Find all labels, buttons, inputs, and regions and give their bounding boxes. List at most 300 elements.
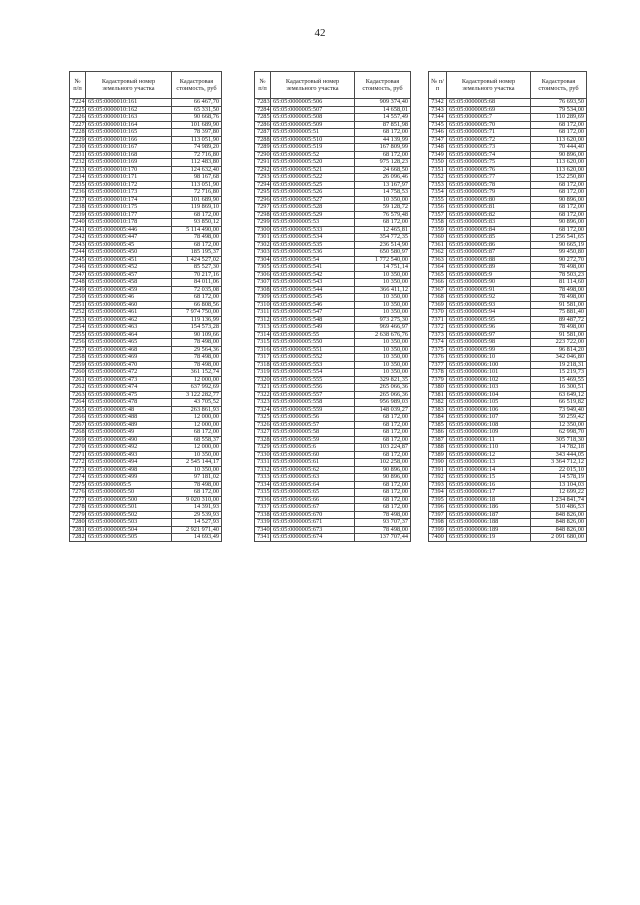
table-row: [429, 144, 587, 152]
cadastral-value: 5 114 490,00: [172, 226, 222, 234]
cadastral-table: [428, 71, 587, 542]
row-number: 7327: [255, 429, 271, 437]
cadastral-number: 65:05:0000005:82: [447, 211, 531, 219]
table-row: [255, 114, 411, 122]
table-row: [255, 376, 411, 384]
row-number: 7395: [429, 496, 447, 504]
table-row: [255, 474, 411, 482]
table-row: [70, 481, 222, 489]
cadastral-number: 65:05:0000005:533: [271, 226, 355, 234]
table-row: [429, 436, 587, 444]
row-number: 7377: [429, 361, 447, 369]
cadastral-number: 65:05:0000010:170: [86, 166, 172, 174]
table-row: [255, 181, 411, 189]
cadastral-value: 119 136,99: [172, 316, 222, 324]
cadastral-number: 65:05:0000005:74: [447, 151, 531, 159]
cadastral-number: 65:05:0000006:103: [447, 384, 531, 392]
row-number: 7317: [255, 354, 271, 362]
table-row: [70, 106, 222, 114]
cadastral-value: 1 256 541,65: [531, 234, 587, 242]
cadastral-number: 65:05:0000005:53: [271, 219, 355, 227]
table-row: [255, 196, 411, 204]
cadastral-number: 65:05:0000005:544: [271, 286, 355, 294]
page-number: 42: [314, 27, 326, 39]
row-number: 7344: [429, 114, 447, 122]
row-number: 7240: [70, 219, 86, 227]
row-number: 7304: [255, 256, 271, 264]
row-number: 7361: [429, 241, 447, 249]
table-row: [70, 159, 222, 167]
cadastral-number: 65:05:0000005:545: [271, 294, 355, 302]
cadastral-number: 65:05:0000005:65: [271, 489, 355, 497]
cadastral-value: 78 498,00: [172, 354, 222, 362]
row-number: 7316: [255, 346, 271, 354]
header-num: № п/п: [255, 72, 271, 99]
table-row: [70, 496, 222, 504]
header-cadastral-value: Кадастровая стоимость, руб: [172, 72, 222, 99]
cadastral-value: 90 896,00: [531, 196, 587, 204]
table-row: [70, 271, 222, 279]
table-row: [70, 144, 222, 152]
cadastral-value: 12 350,00: [531, 421, 587, 429]
cadastral-number: 65:05:0000005:528: [271, 204, 355, 212]
table-row: [255, 136, 411, 144]
cadastral-value: 113 051,90: [172, 181, 222, 189]
cadastral-value: 14 782,18: [531, 444, 587, 452]
row-number: 7376: [429, 354, 447, 362]
row-number: 7262: [70, 384, 86, 392]
cadastral-number: 65:05:0000005:468: [86, 346, 172, 354]
cadastral-number: 65:05:0000005:508: [271, 114, 355, 122]
row-number: 7342: [429, 99, 447, 107]
row-number: 7239: [70, 211, 86, 219]
table-row: [70, 189, 222, 197]
table-row: [70, 451, 222, 459]
cadastral-number: 65:05:0000006:110: [447, 444, 531, 452]
cadastral-number: 65:05:0000005:459: [86, 286, 172, 294]
table-row: [429, 241, 587, 249]
table-row: [255, 436, 411, 444]
cadastral-number: 65:05:0000005:670: [271, 511, 355, 519]
cadastral-value: 16 300,51: [531, 384, 587, 392]
row-number: 7370: [429, 309, 447, 317]
cadastral-number: 65:05:0000005:559: [271, 406, 355, 414]
row-number: 7375: [429, 346, 447, 354]
cadastral-number: 65:05:0000005:470: [86, 361, 172, 369]
row-number: 7284: [255, 106, 271, 114]
table-row: [70, 384, 222, 392]
cadastral-value: 848 826,00: [531, 519, 587, 527]
row-number: 7286: [255, 121, 271, 129]
cadastral-number: 65:05:0000005:90: [447, 279, 531, 287]
cadastral-value: 68 172,00: [172, 211, 222, 219]
cadastral-number: 65:05:0000005:56: [271, 414, 355, 422]
cadastral-number: 65:05:0000005:504: [86, 526, 172, 534]
table-row: [429, 339, 587, 347]
cadastral-value: 148 039,27: [355, 406, 411, 414]
table-row: [70, 331, 222, 339]
table-row: [255, 361, 411, 369]
row-number: 7325: [255, 414, 271, 422]
cadastral-value: 12 465,81: [355, 226, 411, 234]
table-row: [255, 211, 411, 219]
cadastral-value: 956 989,03: [355, 399, 411, 407]
cadastral-value: 366 411,12: [355, 286, 411, 294]
row-number: 7333: [255, 474, 271, 482]
row-number: 7256: [70, 339, 86, 347]
table-row: [255, 166, 411, 174]
row-number: 7378: [429, 369, 447, 377]
cadastral-value: 78 503,23: [531, 271, 587, 279]
cadastral-value: 75 881,40: [531, 309, 587, 317]
table-row: [255, 106, 411, 114]
cadastral-number: 65:05:0000005:542: [271, 271, 355, 279]
cadastral-number: 65:05:0000005:475: [86, 391, 172, 399]
table-row: [255, 286, 411, 294]
row-number: 7279: [70, 511, 86, 519]
cadastral-value: 343 444,05: [531, 451, 587, 459]
row-number: 7393: [429, 481, 447, 489]
row-number: 7302: [255, 241, 271, 249]
table-row: [70, 459, 222, 467]
row-number: 7384: [429, 414, 447, 422]
cadastral-number: 65:05:0000005:549: [271, 324, 355, 332]
row-number: 7297: [255, 204, 271, 212]
cadastral-number: 65:05:0000005:72: [447, 136, 531, 144]
table-row: [255, 444, 411, 452]
cadastral-value: 152 250,80: [531, 174, 587, 182]
cadastral-value: 89 487,72: [531, 316, 587, 324]
cadastral-number: 65:05:0000005:446: [86, 226, 172, 234]
table-row: [70, 174, 222, 182]
table-row: [429, 331, 587, 339]
cadastral-value: 2 921 971,40: [172, 526, 222, 534]
cadastral-number: 65:05:0000005:71: [447, 129, 531, 137]
table-row: [70, 436, 222, 444]
row-number: 7328: [255, 436, 271, 444]
row-number: 7236: [70, 189, 86, 197]
row-number: 7250: [70, 294, 86, 302]
cadastral-value: 91 581,00: [531, 301, 587, 309]
cadastral-table: [69, 71, 222, 542]
cadastral-number: 65:05:0000005:7: [447, 114, 531, 122]
cadastral-number: 65:05:0000005:551: [271, 346, 355, 354]
row-number: 7244: [70, 249, 86, 257]
cadastral-value: 78 498,00: [172, 339, 222, 347]
row-number: 7331: [255, 459, 271, 467]
cadastral-number: 65:05:0000006:101: [447, 369, 531, 377]
table-row: [70, 234, 222, 242]
cadastral-value: 112 483,80: [172, 159, 222, 167]
cadastral-number: 65:05:0000010:164: [86, 121, 172, 129]
cadastral-number: 65:05:0000006:189: [447, 526, 531, 534]
row-number: 7245: [70, 256, 86, 264]
cadastral-number: 65:05:0000005:472: [86, 369, 172, 377]
row-number: 7300: [255, 226, 271, 234]
cadastral-number: 65:05:0000005:521: [271, 166, 355, 174]
cadastral-number: 65:05:0000005:84: [447, 226, 531, 234]
table-row: [255, 129, 411, 137]
table-row: [429, 271, 587, 279]
table-row: [429, 369, 587, 377]
cadastral-value: 78 498,00: [172, 481, 222, 489]
cadastral-value: 113 051,90: [172, 136, 222, 144]
table-row: [70, 166, 222, 174]
cadastral-value: 10 350,00: [355, 271, 411, 279]
row-number: 7372: [429, 324, 447, 332]
table-row: [429, 451, 587, 459]
table-row: [255, 459, 411, 467]
table-row: [255, 219, 411, 227]
table-row: [429, 459, 587, 467]
table-row: [255, 339, 411, 347]
row-number: 7241: [70, 226, 86, 234]
cadastral-value: 10 350,00: [172, 451, 222, 459]
table-row: [429, 481, 587, 489]
table-row: [429, 474, 587, 482]
row-number: 7280: [70, 519, 86, 527]
cadastral-value: 102 258,00: [355, 459, 411, 467]
table-row: [70, 354, 222, 362]
cadastral-number: 65:05:0000005:85: [447, 234, 531, 242]
cadastral-number: 65:05:0000010:174: [86, 196, 172, 204]
cadastral-number: 65:05:0000010:165: [86, 129, 172, 137]
cadastral-value: 167 809,99: [355, 144, 411, 152]
cadastral-number: 65:05:0000006:17: [447, 489, 531, 497]
cadastral-number: 65:05:0000005:522: [271, 174, 355, 182]
row-number: 7389: [429, 451, 447, 459]
row-number: 7268: [70, 429, 86, 437]
cadastral-number: 65:05:0000005:55: [271, 331, 355, 339]
table-row: [429, 444, 587, 452]
cadastral-value: 263 861,93: [172, 406, 222, 414]
row-number: 7274: [70, 474, 86, 482]
row-number: 7381: [429, 391, 447, 399]
table-header-row: [70, 72, 222, 99]
row-number: 7348: [429, 144, 447, 152]
cadastral-value: 78 498,00: [355, 511, 411, 519]
table-row: [255, 301, 411, 309]
row-number: 7366: [429, 279, 447, 287]
table-row: [70, 286, 222, 294]
table-row: [429, 181, 587, 189]
row-number: 7290: [255, 151, 271, 159]
cadastral-number: 65:05:0000005:60: [271, 451, 355, 459]
header-num: № п/п: [429, 72, 447, 99]
row-number: 7235: [70, 181, 86, 189]
cadastral-value: 909 374,40: [355, 99, 411, 107]
cadastral-value: 90 896,00: [531, 151, 587, 159]
table-row: [429, 421, 587, 429]
cadastral-value: 78 498,00: [355, 526, 411, 534]
cadastral-value: 10 350,00: [355, 279, 411, 287]
table-row: [70, 256, 222, 264]
cadastral-value: 68 172,00: [172, 489, 222, 497]
row-number: 7237: [70, 196, 86, 204]
cadastral-value: 101 689,90: [172, 196, 222, 204]
table-row: [70, 114, 222, 122]
cadastral-number: 65:05:0000005:548: [271, 316, 355, 324]
row-number: 7323: [255, 399, 271, 407]
table-row: [429, 519, 587, 527]
cadastral-value: 93 850,12: [172, 219, 222, 227]
cadastral-number: 65:05:0000005:463: [86, 324, 172, 332]
cadastral-number: 65:05:0000005:77: [447, 174, 531, 182]
table-row: [429, 301, 587, 309]
row-number: 7322: [255, 391, 271, 399]
cadastral-number: 65:05:0000006:18: [447, 496, 531, 504]
cadastral-number: 65:05:0000005:66: [271, 496, 355, 504]
row-number: 7255: [70, 331, 86, 339]
table-row: [429, 99, 587, 107]
table-row: [255, 414, 411, 422]
cadastral-number: 65:05:0000005:81: [447, 204, 531, 212]
row-number: 7363: [429, 256, 447, 264]
row-number: 7291: [255, 159, 271, 167]
cadastral-number: 65:05:0000005:45: [86, 241, 172, 249]
cadastral-number: 65:05:0000005:63: [271, 474, 355, 482]
row-number: 7364: [429, 264, 447, 272]
table-row: [429, 466, 587, 474]
row-number: 7299: [255, 219, 271, 227]
table-row: [429, 309, 587, 317]
cadastral-number: 65:05:0000006:105: [447, 399, 531, 407]
table-row: [255, 534, 411, 542]
cadastral-value: 68 172,00: [531, 211, 587, 219]
cadastral-number: 65:05:0000005:452: [86, 264, 172, 272]
cadastral-number: 65:05:0000005:64: [271, 481, 355, 489]
cadastral-number: 65:05:0000005:460: [86, 301, 172, 309]
cadastral-number: 65:05:0000006:11: [447, 436, 531, 444]
row-number: 7340: [255, 526, 271, 534]
row-number: 7347: [429, 136, 447, 144]
table-row: [429, 151, 587, 159]
row-number: 7243: [70, 241, 86, 249]
row-number: 7265: [70, 406, 86, 414]
cadastral-value: 10 350,00: [355, 294, 411, 302]
row-number: 7271: [70, 451, 86, 459]
cadastral-number: 65:05:0000005:474: [86, 384, 172, 392]
table-row: [70, 444, 222, 452]
row-number: 7231: [70, 151, 86, 159]
cadastral-number: 65:05:0000005:552: [271, 354, 355, 362]
table-row: [255, 369, 411, 377]
table-row: [255, 354, 411, 362]
cadastral-value: 73 949,40: [531, 406, 587, 414]
row-number: 7242: [70, 234, 86, 242]
cadastral-number: 65:05:0000005:546: [271, 301, 355, 309]
table-row: [429, 384, 587, 392]
table-row: [70, 466, 222, 474]
cadastral-number: 65:05:0000005:99: [447, 346, 531, 354]
table-header-row: [255, 72, 411, 99]
cadastral-value: 329 821,35: [355, 376, 411, 384]
cadastral-number: 65:05:0000005:500: [86, 496, 172, 504]
row-number: 7343: [429, 106, 447, 114]
cadastral-value: 29 564,36: [172, 346, 222, 354]
cadastral-number: 65:05:0000005:557: [271, 391, 355, 399]
cadastral-table: [254, 71, 411, 542]
row-number: 7282: [70, 534, 86, 542]
cadastral-value: 236 514,90: [355, 241, 411, 249]
row-number: 7371: [429, 316, 447, 324]
row-number: 7226: [70, 114, 86, 122]
cadastral-number: 65:05:0000005:6: [271, 444, 355, 452]
cadastral-value: 265 066,36: [355, 391, 411, 399]
cadastral-number: 65:05:0000006:106: [447, 406, 531, 414]
cadastral-number: 65:05:0000005:69: [447, 106, 531, 114]
row-number: 7392: [429, 474, 447, 482]
row-number: 7267: [70, 421, 86, 429]
row-number: 7303: [255, 249, 271, 257]
table-row: [255, 241, 411, 249]
row-number: 7225: [70, 106, 86, 114]
cadastral-number: 65:05:0000005:79: [447, 189, 531, 197]
cadastral-number: 65:05:0000005:671: [271, 519, 355, 527]
table-row: [255, 309, 411, 317]
table-row: [255, 489, 411, 497]
cadastral-number: 65:05:0000005:54: [271, 256, 355, 264]
cadastral-number: 65:05:0000006:108: [447, 421, 531, 429]
cadastral-number: 65:05:0000005:451: [86, 256, 172, 264]
cadastral-number: 65:05:0000005:48: [86, 406, 172, 414]
table-row: [70, 346, 222, 354]
cadastral-value: 113 620,00: [531, 136, 587, 144]
table-row: [429, 196, 587, 204]
cadastral-value: 848 826,00: [531, 511, 587, 519]
row-number: 7293: [255, 174, 271, 182]
cadastral-number: 65:05:0000005:52: [271, 151, 355, 159]
cadastral-number: 65:05:0000010:175: [86, 204, 172, 212]
cadastral-number: 65:05:0000005:87: [447, 249, 531, 257]
table-row: [255, 519, 411, 527]
table-row: [429, 256, 587, 264]
row-number: 7273: [70, 466, 86, 474]
cadastral-value: 68 558,37: [172, 436, 222, 444]
cadastral-value: 119 869,10: [172, 204, 222, 212]
cadastral-value: 361 152,74: [172, 369, 222, 377]
table-row: [70, 369, 222, 377]
row-number: 7315: [255, 339, 271, 347]
cadastral-number: 65:05:0000005:673: [271, 526, 355, 534]
cadastral-value: 13 104,03: [531, 481, 587, 489]
row-number: 7337: [255, 504, 271, 512]
cadastral-number: 65:05:0000005:505: [86, 534, 172, 542]
table-row: [429, 249, 587, 257]
row-number: 7314: [255, 331, 271, 339]
row-number: 7373: [429, 331, 447, 339]
row-number: 7306: [255, 271, 271, 279]
cadastral-value: 137 707,44: [355, 534, 411, 542]
row-number: 7358: [429, 219, 447, 227]
table-row: [429, 526, 587, 534]
cadastral-value: 14 557,49: [355, 114, 411, 122]
cadastral-number: 65:05:0000010:161: [86, 99, 172, 107]
table-row: [70, 204, 222, 212]
cadastral-value: 185 195,37: [172, 249, 222, 257]
row-number: 7254: [70, 324, 86, 332]
cadastral-number: 65:05:0000005:492: [86, 444, 172, 452]
cadastral-number: 65:05:0000005:450: [86, 249, 172, 257]
cadastral-value: 10 350,00: [172, 466, 222, 474]
cadastral-value: 85 527,30: [172, 264, 222, 272]
row-number: 7398: [429, 519, 447, 527]
cadastral-number: 65:05:0000005:59: [271, 436, 355, 444]
table-header-row: [429, 72, 587, 99]
cadastral-number: 65:05:0000005:89: [447, 264, 531, 272]
cadastral-value: 15 219,73: [531, 369, 587, 377]
cadastral-value: 973 275,30: [355, 316, 411, 324]
